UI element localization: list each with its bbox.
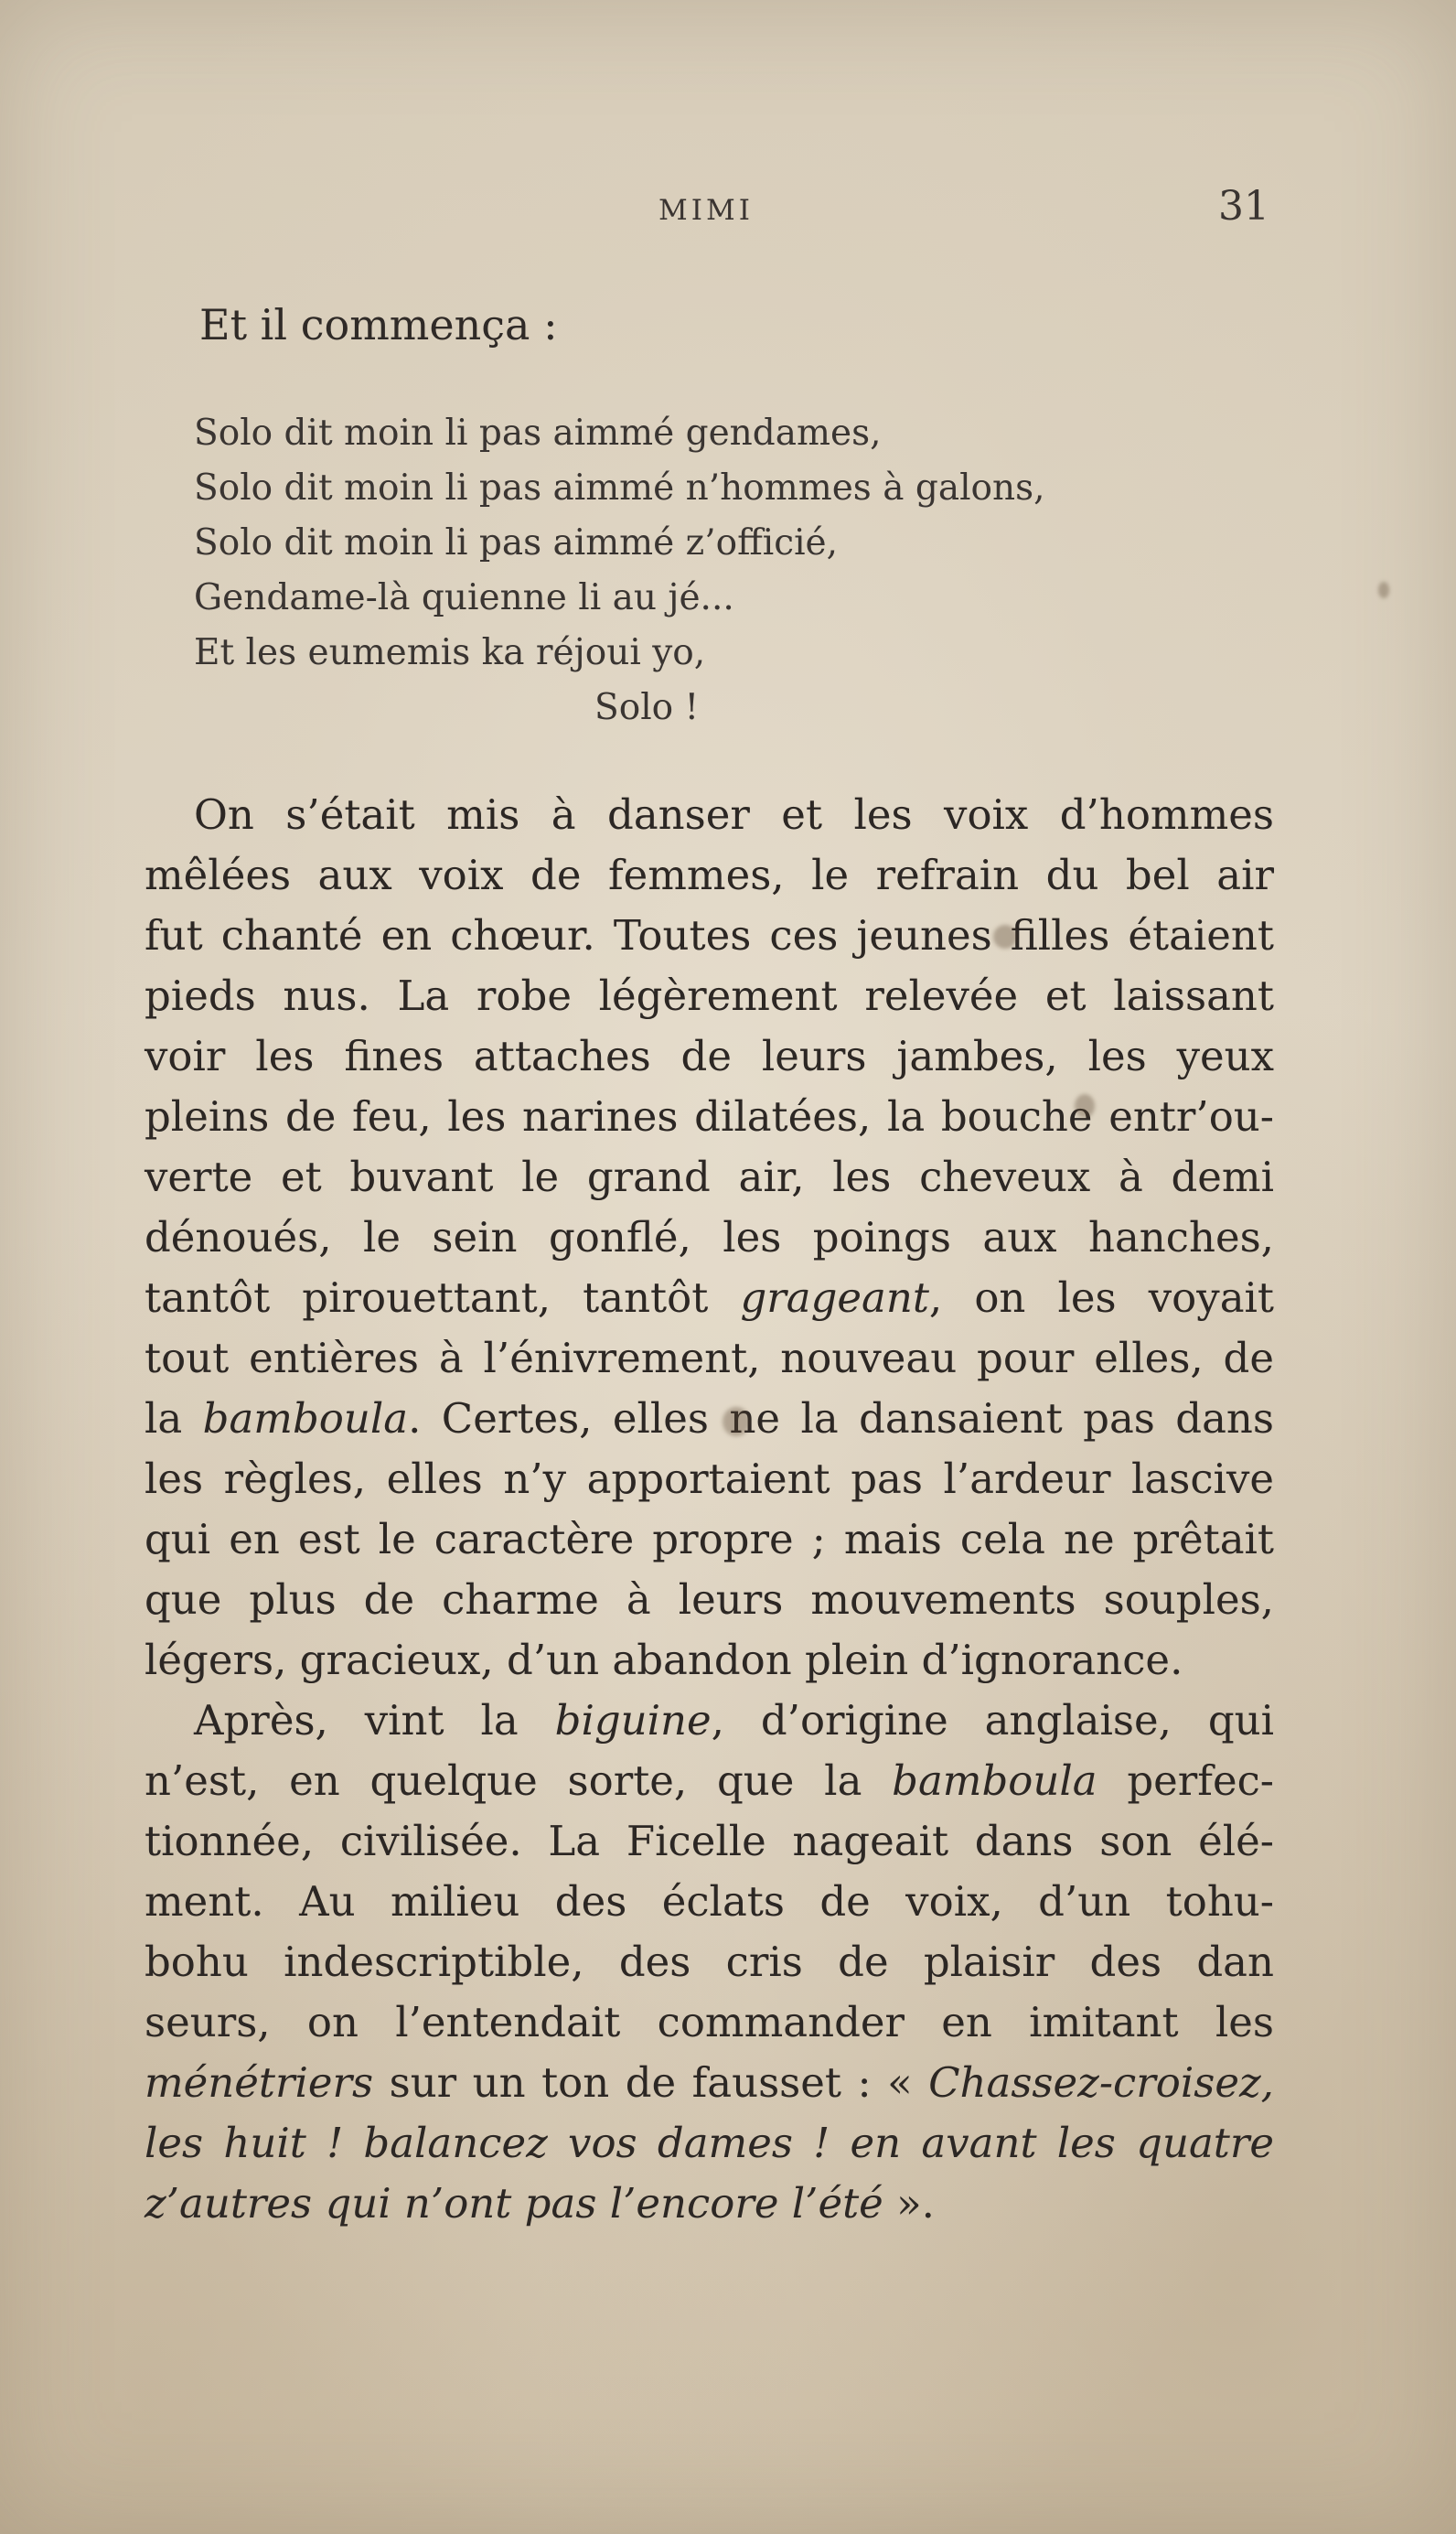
text-line: que plus de charme à leurs mouvements souples, (145, 1575, 1274, 1624)
text-line: la bamboula. Certes, elles ne la dansaient pas dans (145, 1394, 1274, 1443)
text-line: mêlées aux voix de femmes, le refrain du bel air (145, 851, 1274, 899)
ink-smudge (1378, 582, 1389, 598)
text-line: seurs, on l’entendait commander en imitant les (145, 1998, 1274, 2046)
text-line: les règles, elles n’y apportaient pas l’ardeur lascive (145, 1455, 1274, 1503)
text-line: n’est, en quelque sorte, que la bamboula perfec- (145, 1756, 1274, 1805)
italic-term: bamboula (202, 1394, 409, 1443)
verse-line: Solo dit moin li pas aimmé gendames, (194, 413, 882, 454)
text-line: tantôt pirouettant, tantôt grageant, on les voyait (145, 1273, 1274, 1322)
text-line (145, 2113, 1274, 2174)
text-line: qui en est le caractère propre ; mais cela ne prêtait (145, 1515, 1274, 1563)
ink-smudge (993, 925, 1017, 949)
text-line: Après, vint la biguine, d’origine anglaise, qui (194, 1696, 1274, 1745)
italic-quote: z’autres qui n’ont pas l’encore l’été (145, 2179, 883, 2228)
text-line: bohu indescriptible, des cris de plaisir des dan (145, 1938, 1274, 1986)
page-header (640, 183, 1273, 238)
verse-line: Gendame-là quienne li au jé... (194, 577, 734, 618)
page-number: 31 (1218, 183, 1269, 230)
verse-line: Solo dit moin li pas aimmé z’officié, (194, 522, 839, 564)
body-text (145, 785, 1274, 2234)
ink-smudge (1075, 1094, 1095, 1118)
text-line: dénoués, le sein gonflé, les poings aux hanches, (145, 1213, 1274, 1262)
text-line: fut chanté en chœur. Toutes ces jeunes filles étaient (145, 911, 1274, 960)
italic-quote: les huit ! balancez vos dames ! en avant les quatre (145, 2119, 1274, 2167)
italic-quote: Chassez-croisez, (928, 2058, 1274, 2107)
text-line: On s’était mis à danser et les voix d’hommes (194, 790, 1274, 839)
text-line: pieds nus. La robe légèrement relevée et laissant (145, 972, 1274, 1020)
intro-line: Et il commença : (199, 300, 558, 349)
italic-term: ménétriers (145, 2058, 374, 2107)
italic-term: biguine (554, 1696, 712, 1745)
running-head: MIMI (658, 194, 754, 227)
italic-term: bamboula (892, 1756, 1097, 1805)
verse-line: Et les eumemis ka réjoui yo, (194, 632, 706, 673)
text-line: z’autres qui n’ont pas l’encore l’été ». (145, 2179, 935, 2228)
text-line: ment. Au milieu des éclats de voix, d’un tohu- (145, 1877, 1274, 1926)
verse-line: Solo dit moin li pas aimmé n’hommes à galons, (194, 467, 1045, 509)
text-line: verte et buvant le grand air, les cheveux à demi (145, 1153, 1274, 1201)
text-line: légers, gracieux, d’un abandon plein d’ignorance. (145, 1636, 1183, 1684)
italic-term: grageant (740, 1273, 929, 1322)
text-line: voir les fines attaches de leurs jambes, les yeux (145, 1032, 1274, 1080)
text-line: pleins de feu, les narines dilatées, la bouche entr’ou- (145, 1092, 1274, 1141)
text-line: tionnée, civilisée. La Ficelle nageait dans son élé- (145, 1817, 1274, 1865)
song-verse (194, 406, 1045, 736)
text-line: ménétriers sur un ton de fausset : « Chassez-croisez, (145, 2058, 1274, 2107)
text-line: tout entières à l’énivrement, nouveau pour elles, de (145, 1334, 1274, 1382)
verse-refrain: Solo ! (594, 687, 700, 728)
ink-smudge (723, 1407, 750, 1436)
